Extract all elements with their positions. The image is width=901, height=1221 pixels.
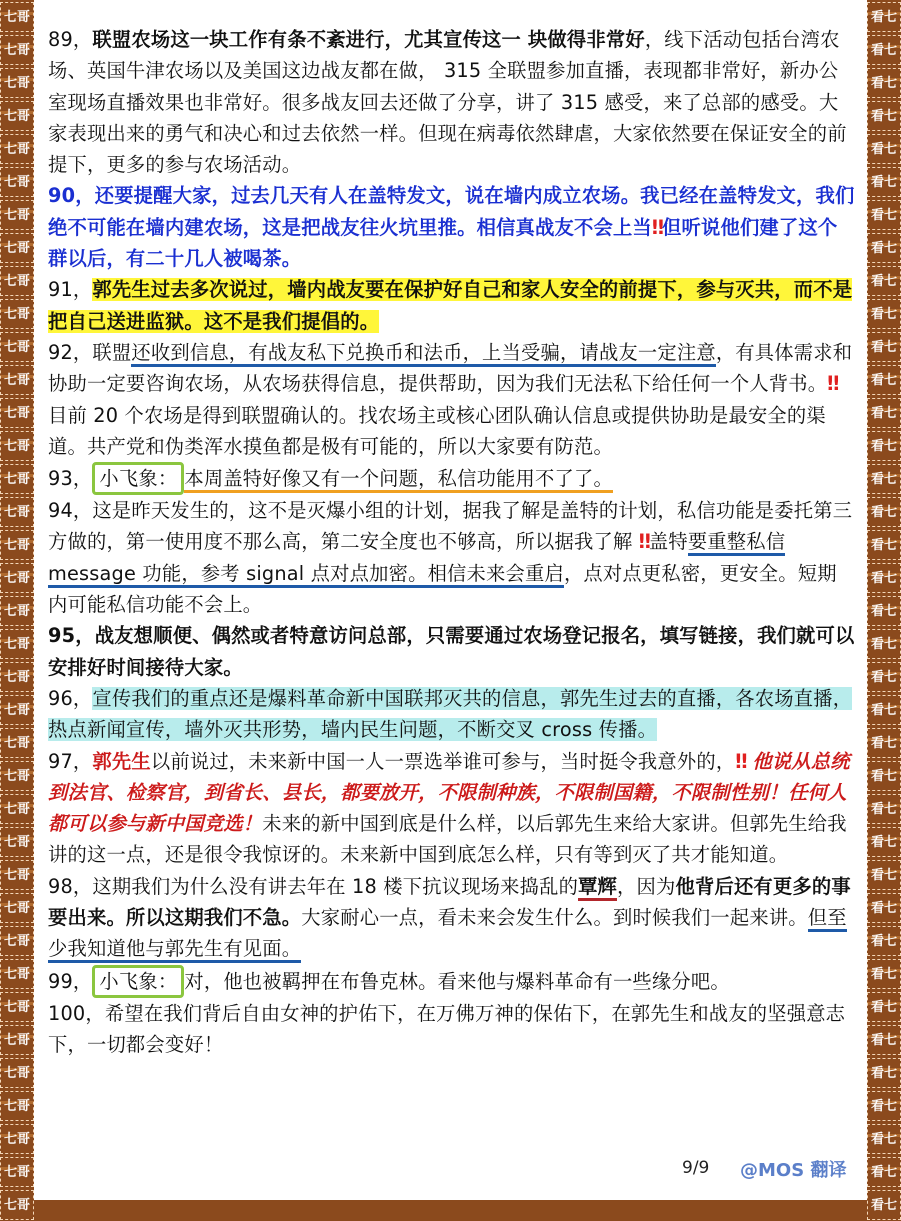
paragraph-94: [48, 495, 856, 620]
watermark-tile: 看七: [867, 35, 901, 65]
watermark-tile: 七哥: [0, 365, 34, 395]
paragraph-92: [48, 337, 856, 462]
watermark-tile: 七哥: [0, 200, 34, 230]
paragraph-number: 96，: [48, 686, 93, 710]
body-text: ，点对点更私密，更安全。短期内可能私信功能不会上。: [48, 561, 837, 617]
watermark-tile: 看七: [867, 332, 901, 362]
document-body: [48, 24, 856, 1060]
watermark-tile: 七哥: [0, 233, 34, 263]
watermark-tile: 看七: [867, 563, 901, 593]
watermark-tile: 七哥: [0, 860, 34, 890]
body-text: 但听说他们建了这个群以后，有二十几人被喝茶。: [48, 215, 838, 271]
watermark-tile: 看七: [867, 596, 901, 626]
watermark-tile: 七哥: [0, 431, 34, 461]
watermark-tile: 看七: [867, 68, 901, 98]
person-name: 覃辉: [578, 875, 617, 901]
watermark-tile: 看七: [867, 266, 901, 296]
watermark-tile: 七哥: [0, 266, 34, 296]
watermark-tile: 看七: [867, 1025, 901, 1055]
body-text: ，线下活动包括台湾农场、英国牛津农场以及美国这边战友都在做， 315 全联盟参加直播，表现都非常好，新办公室现场直播效果也非常好。很多战友回去还做了分享，讲了 315 感受，来了总部的感受。大家表现出来的勇气和决心和过去依然一样。但现在病毒依然肆虐，大家依然要在保证安全的前提下，更多的参与农场活动。: [48, 28, 847, 177]
watermark-tile: 七哥: [0, 299, 34, 329]
watermark-tile: 看七: [867, 926, 901, 956]
watermark-tile: 七哥: [0, 332, 34, 362]
underlined-text: 还收到信息，有战友私下兑换币和法币，上当受骗，请战友一定注意: [131, 341, 715, 367]
speaker-tag: 小飞象：: [92, 965, 184, 998]
body-text: 以前说过，未来新中国一人一票选举谁可参与，当时挺令我意外的，: [150, 749, 736, 773]
right-watermark-border: [867, 0, 901, 1213]
watermark-tile: 看七: [867, 530, 901, 560]
paragraph-95: [48, 620, 856, 683]
speaker-tag: 小飞象：: [92, 462, 184, 495]
body-text: 94，这是昨天发生的，这不是灭爆小组的计划，据我了解是盖特的计划，私信功能是委托第三方做的，第一使用度不那么高，第二安全度也不够高，所以据我了解: [48, 499, 853, 554]
paragraph-number: 89，: [48, 28, 93, 51]
underlined-text: 本周盖特好像又有一个问题，私信功能用不了了。: [184, 467, 613, 493]
watermark-tile: 七哥: [0, 167, 34, 197]
watermark-tile: 七哥: [0, 893, 34, 923]
watermark-tile: 看七: [867, 992, 901, 1022]
body-text: 92，联盟: [48, 340, 132, 364]
body-text: 大家耐心一点，看未来会发生什么。到时候我们一起来讲。: [301, 906, 808, 930]
underlined-text: 要重整私信 message 功能，参考 signal 点对点加密。相信未来会重启: [48, 530, 785, 587]
watermark-tile: 看七: [867, 1124, 901, 1154]
watermark-tile: 看七: [867, 1058, 901, 1088]
red-italic-text: 他说从总统到法官、检察官，到省长、县长，都要放开，不限制种族，不限制国籍，不限制性别！任何人都可以参与新中国竞选！: [48, 749, 850, 836]
watermark-tile: 看七: [867, 134, 901, 164]
watermark-tile: 七哥: [0, 530, 34, 560]
watermark-tile: 看七: [867, 497, 901, 527]
watermark-tile: 看七: [867, 167, 901, 197]
watermark-tile: 七哥: [0, 596, 34, 626]
paragraph-97: [48, 746, 856, 871]
watermark-tile: 七哥: [0, 761, 34, 791]
watermark-tile: 看七: [867, 959, 901, 989]
watermark-tile: 看七: [867, 728, 901, 758]
watermark-tile: 七哥: [0, 1157, 34, 1187]
left-watermark-border: [0, 0, 34, 1213]
body-text: 100，希望在我们背后自由女神的护佑下，在万佛万神的保佑下，在郭先生和战友的坚强意志下，一切都会变好！: [48, 1001, 846, 1056]
watermark-tile: 看七: [867, 1190, 901, 1220]
paragraph-99: [48, 965, 856, 998]
watermark-tile: 看七: [867, 794, 901, 824]
document-sheet: [34, 0, 867, 1200]
double-exclamation-icon: ‼: [735, 749, 746, 773]
watermark-tile: 看七: [867, 2, 901, 32]
watermark-tile: 七哥: [0, 68, 34, 98]
body-text: ，因为: [617, 874, 676, 898]
watermark-tile: 看七: [867, 761, 901, 791]
watermark-tile: 七哥: [0, 101, 34, 131]
watermark-tile: 看七: [867, 365, 901, 395]
paragraph-100: [48, 998, 856, 1061]
paragraph-89: [48, 24, 856, 180]
watermark-tile: 七哥: [0, 1124, 34, 1154]
body-text: 95，战友想顺便、偶然或者特意访问总部，只需要通过农场登记报名，填写链接，我们就可以安排好时间接待大家。: [48, 624, 855, 679]
highlighted-text: 郭先生过去多次说过，墙内战友要在保护好自己和家人安全的前提下，参与灭共，而不是把自己送进监狱。这不是我们提倡的。: [48, 278, 853, 333]
watermark-tile: 七哥: [0, 695, 34, 725]
watermark-tile: 看七: [867, 101, 901, 131]
watermark-tile: 看七: [867, 431, 901, 461]
watermark-tile: 七哥: [0, 794, 34, 824]
watermark-tile: 七哥: [0, 662, 34, 692]
watermark-tile: 七哥: [0, 1091, 34, 1121]
red-bold-text: 郭先生: [92, 749, 151, 773]
body-text: 未来的新中国到底是什么样，以后郭先生来给大家讲。但郭先生给我讲的这一点，还是很令我惊讶的。未来新中国到底怎么样，只有等到灭了共才能知道。: [48, 812, 847, 867]
watermark-tile: 看七: [867, 662, 901, 692]
body-text: 90，还要提醒大家，过去几天有人在盖特发文，说在墙内成立农场。我已经在盖特发文，我们绝不可能在墙内建农场，这是把战友往火坑里推。相信真战友不会上当: [48, 184, 855, 239]
watermark-tile: 七哥: [0, 827, 34, 857]
watermark-tile: 七哥: [0, 398, 34, 428]
double-exclamation-icon: ‼: [651, 215, 663, 239]
body-text: 盖特: [648, 530, 688, 554]
body-text: 目前 20 个农场是得到联盟确认的。找农场主或核心团队确认信息或提供协助是最安全的渠道。共产党和伪类浑水摸鱼都是极有可能的，所以大家要有防范。: [48, 403, 826, 458]
watermark-tile: 看七: [867, 464, 901, 494]
translator-credit: @MOS 翻译: [740, 1160, 847, 1181]
watermark-tile: 看七: [867, 398, 901, 428]
bold-text: 他背后还有更多的事要出来。所以这期我们不急。: [48, 874, 851, 930]
paragraph-93: [48, 462, 856, 495]
double-exclamation-icon: ‼: [827, 372, 838, 396]
watermark-tile: 七哥: [0, 563, 34, 593]
page-number: 9/9: [682, 1158, 710, 1178]
paragraph-number: 93，: [48, 467, 93, 491]
watermark-tile: 看七: [867, 200, 901, 230]
watermark-tile: 七哥: [0, 1190, 34, 1220]
watermark-tile: 七哥: [0, 1025, 34, 1055]
paragraph-96: [48, 683, 856, 746]
watermark-tile: 七哥: [0, 629, 34, 659]
watermark-tile: 七哥: [0, 728, 34, 758]
body-text: ，有具体需求和协助一定要咨询农场，从农场获得信息，提供帮助，因为我们无法私下给任何一个人背书。: [48, 340, 853, 396]
watermark-tile: 七哥: [0, 2, 34, 32]
watermark-tile: 看七: [867, 1091, 901, 1121]
body-text: 对，他也被羁押在布鲁克林。看来他与爆料革命有一些缘分吧。: [184, 969, 730, 993]
watermark-tile: 七哥: [0, 35, 34, 65]
paragraph-91: [48, 274, 856, 337]
watermark-tile: 看七: [867, 860, 901, 890]
paragraph-number: 99，: [48, 969, 93, 993]
watermark-tile: 七哥: [0, 926, 34, 956]
watermark-tile: 七哥: [0, 464, 34, 494]
paragraph-98: [48, 871, 856, 965]
watermark-tile: 七哥: [0, 1058, 34, 1088]
underlined-text: 但至少我知道他与郭先生有见面。: [48, 906, 847, 963]
watermark-tile: 七哥: [0, 959, 34, 989]
paragraph-90: [48, 180, 856, 274]
watermark-tile: 看七: [867, 1157, 901, 1187]
paragraph-number: 91，: [48, 278, 93, 302]
watermark-tile: 看七: [867, 629, 901, 659]
highlighted-text: 宣传我们的重点还是爆料革命新中国联邦灭共的信息，郭先生过去的直播，各农场直播，热点新闻宣传，墙外灭共形势，墙内民生问题，不断交叉 cross 传播。: [48, 686, 853, 742]
watermark-tile: 看七: [867, 299, 901, 329]
paragraph-number: 97，: [48, 749, 93, 773]
watermark-tile: 七哥: [0, 134, 34, 164]
watermark-tile: 看七: [867, 233, 901, 263]
double-exclamation-icon: ‼: [638, 530, 649, 554]
watermark-tile: 看七: [867, 827, 901, 857]
watermark-tile: 七哥: [0, 497, 34, 527]
bold-text: 联盟农场这一块工作有条不紊进行，尤其宣传这一 块做得非常好: [92, 28, 645, 51]
watermark-tile: 看七: [867, 695, 901, 725]
watermark-tile: 七哥: [0, 992, 34, 1022]
watermark-tile: 看七: [867, 893, 901, 923]
body-text: 98，这期我们为什么没有讲去年在 18 楼下抗议现场来捣乱的: [48, 874, 579, 898]
